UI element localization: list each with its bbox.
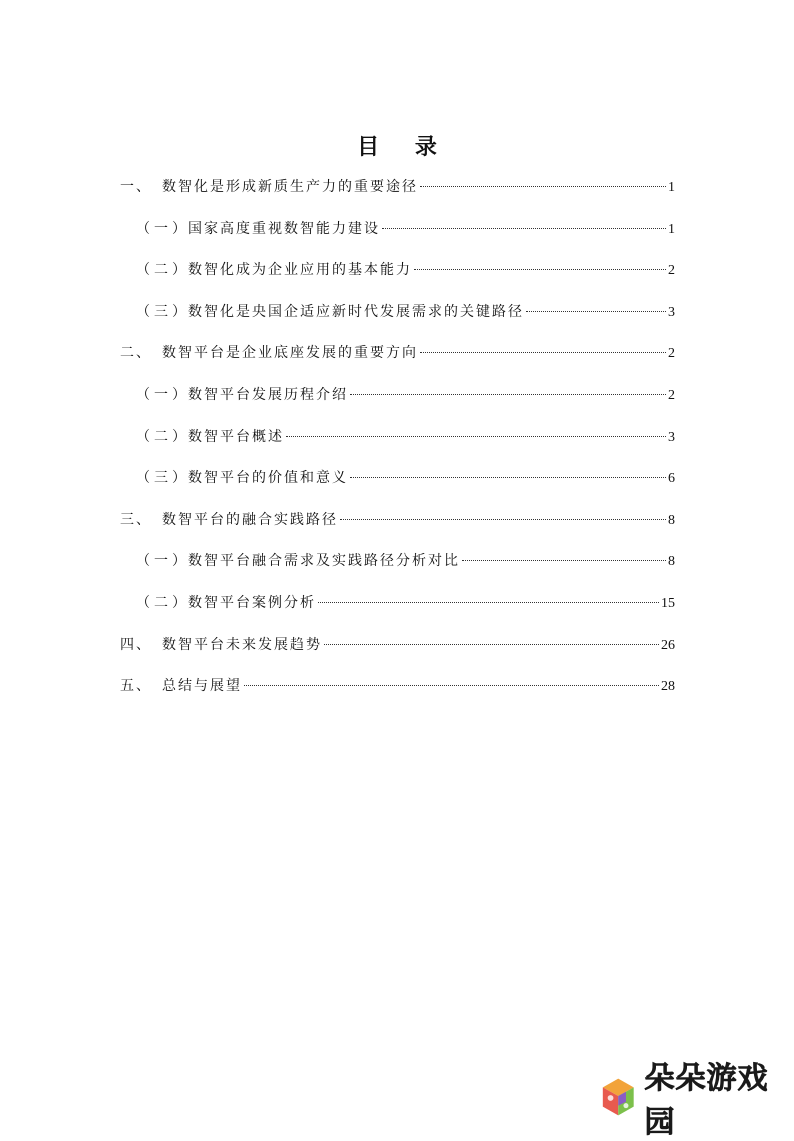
puzzle-cube-logo-icon xyxy=(598,1076,639,1118)
toc-leader-dots xyxy=(318,602,659,603)
toc-page-number: 15 xyxy=(661,593,675,615)
toc-entry-title: 数智平台发展历程介绍 xyxy=(188,384,348,406)
toc-entry-title: 数智平台未来发展趋势 xyxy=(162,634,322,656)
toc-page-number: 1 xyxy=(668,177,675,199)
toc-entry-number: 三、 xyxy=(120,509,162,531)
toc-entry-number: （二） xyxy=(136,592,188,614)
toc-entry-title: 数智平台融合需求及实践路径分析对比 xyxy=(188,550,460,572)
toc-page-number: 8 xyxy=(668,551,675,573)
toc-entry[interactable] xyxy=(120,634,675,676)
toc-leader-dots xyxy=(414,269,666,270)
toc-leader-dots xyxy=(286,436,666,437)
toc-entry-title: 数智化成为企业应用的基本能力 xyxy=(188,259,412,281)
toc-entry-number: （三） xyxy=(136,301,188,323)
toc-title: 目 录 xyxy=(0,130,794,161)
toc-entry[interactable] xyxy=(120,218,675,260)
toc-entry-number: 一、 xyxy=(120,176,162,198)
toc-leader-dots xyxy=(382,228,666,229)
toc-page-number: 2 xyxy=(668,260,675,282)
toc-leader-dots xyxy=(244,685,659,686)
toc-entry-number: （一） xyxy=(136,384,188,406)
toc-entry-number: 二、 xyxy=(120,342,162,364)
toc-entry-title: 数智化是形成新质生产力的重要途径 xyxy=(162,176,418,198)
toc-leader-dots xyxy=(420,352,666,353)
toc-entry[interactable] xyxy=(120,301,675,343)
toc-page-number: 2 xyxy=(668,343,675,365)
toc-leader-dots xyxy=(526,311,666,312)
toc-entry-title: 数智平台的融合实践路径 xyxy=(162,509,338,531)
toc-entry[interactable] xyxy=(120,259,675,301)
toc-entry-number: （三） xyxy=(136,467,188,489)
toc-leader-dots xyxy=(350,394,666,395)
toc-page-number: 28 xyxy=(661,676,675,698)
toc-entry-number: （一） xyxy=(136,550,188,572)
toc-leader-dots xyxy=(340,519,666,520)
toc-entry-number: （二） xyxy=(136,259,188,281)
toc-page-number: 2 xyxy=(668,385,675,407)
toc-entry-title: 总结与展望 xyxy=(162,675,242,697)
toc-entry-number: 五、 xyxy=(120,675,162,697)
toc-leader-dots xyxy=(350,477,666,478)
toc-entry[interactable] xyxy=(120,467,675,509)
toc-entry-title: 数智平台概述 xyxy=(188,426,284,448)
toc-entry-title: 数智平台是企业底座发展的重要方向 xyxy=(162,342,418,364)
toc-entry-title: 国家高度重视数智能力建设 xyxy=(188,218,380,240)
watermark-text: 朵朵游戏园 xyxy=(645,1053,794,1141)
watermark xyxy=(598,1074,794,1120)
toc-page-number: 1 xyxy=(668,219,675,241)
toc-leader-dots xyxy=(420,186,666,187)
toc-entry-title: 数智化是央国企适应新时代发展需求的关键路径 xyxy=(188,301,524,323)
toc-entry[interactable] xyxy=(120,176,675,218)
toc-entry[interactable] xyxy=(120,509,675,551)
toc-entry-number: 四、 xyxy=(120,634,162,656)
toc-page-number: 3 xyxy=(668,302,675,324)
toc-leader-dots xyxy=(324,644,659,645)
toc-list xyxy=(120,176,675,717)
toc-page-number: 6 xyxy=(668,468,675,490)
toc-entry-number: （二） xyxy=(136,426,188,448)
toc-entry[interactable] xyxy=(120,550,675,592)
toc-entry-title: 数智平台案例分析 xyxy=(188,592,316,614)
toc-page-number: 3 xyxy=(668,427,675,449)
toc-leader-dots xyxy=(462,560,666,561)
toc-entry[interactable] xyxy=(120,675,675,717)
toc-entry[interactable] xyxy=(120,426,675,468)
toc-entry-number: （一） xyxy=(136,218,188,240)
toc-entry[interactable] xyxy=(120,592,675,634)
toc-entry-title: 数智平台的价值和意义 xyxy=(188,467,348,489)
toc-page-number: 8 xyxy=(668,510,675,532)
toc-entry[interactable] xyxy=(120,384,675,426)
toc-entry[interactable] xyxy=(120,342,675,384)
toc-page-number: 26 xyxy=(661,635,675,657)
